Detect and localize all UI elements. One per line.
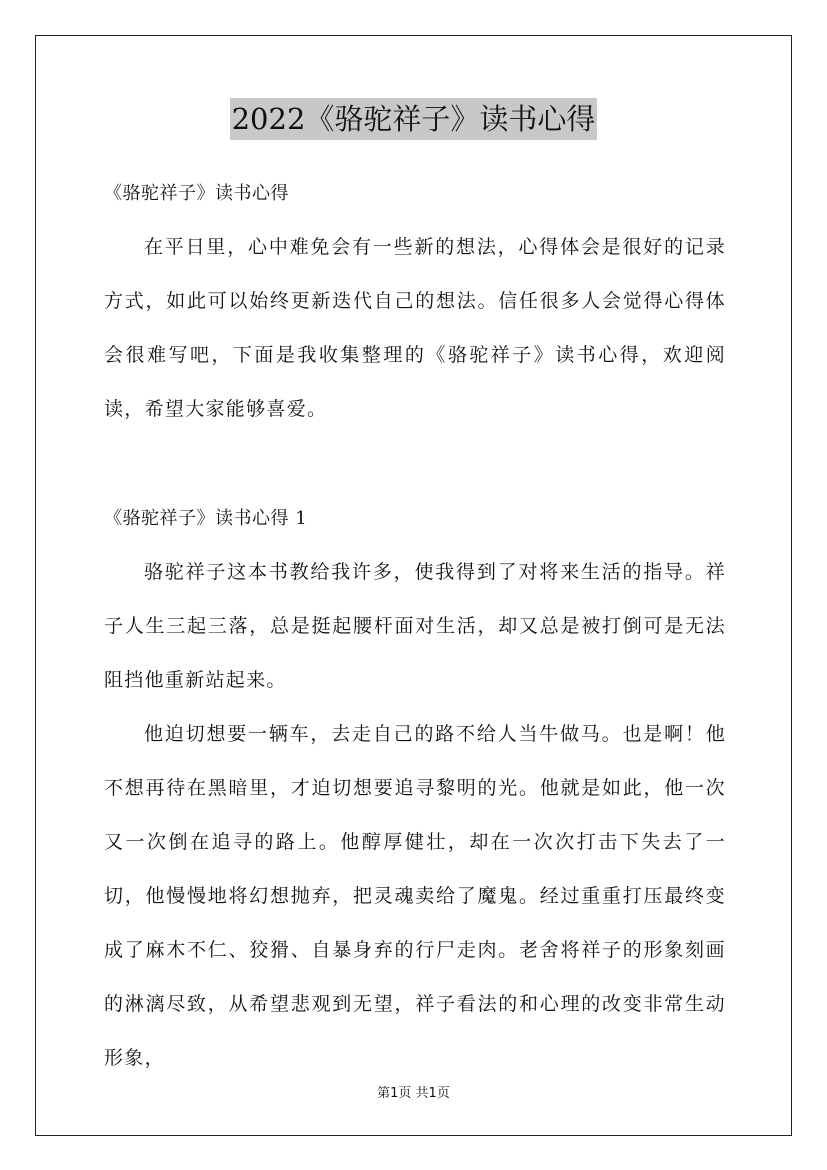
section-heading: 《骆驼祥子》读书心得 1 [104,508,308,529]
document-subtitle: 《骆驼祥子》读书心得 [104,183,289,204]
page-footer: 第1页 共1页 [377,1086,450,1101]
title-container [0,98,827,140]
intro-paragraph: 在平日里，心中难免会有一些新的想法，心得体会是很好的记录方式，如此可以始终更新迭代自己的想法。信任很多人会觉得心得体会很难写吧，下面是我收集整理的《骆驼祥子》读书心得，欢迎阅读，希望大家能够喜爱。 [104,236,726,420]
body-paragraph-1: 骆驼祥子这本书教给我许多，使我得到了对将来生活的指导。祥子人生三起三落，总是挺起腰杆面对生活，却又总是被打倒可是无法阻挡他重新站起来。 [104,561,726,691]
body-paragraph-2: 他迫切想要一辆车，去走自己的路不给人当牛做马。也是啊！他不想再待在黑暗里，才迫切想要追寻黎明的光。他就是如此，他一次又一次倒在追寻的路上。他醇厚健壮，却在一次次打击下失去了一切，他慢慢地将幻想抛弃，把灵魂卖给了魔鬼。经过重重打压最终变成了麻木不仁、狡猾、自暴身弃的行尸走肉。老舍将祥子的形象刻画的淋漓尽致，从希望悲观到无望，祥子看法的和心理的改变非常生动形象， [104,723,726,1069]
document-title: 2022《骆驼祥子》读书心得 [230,98,598,140]
